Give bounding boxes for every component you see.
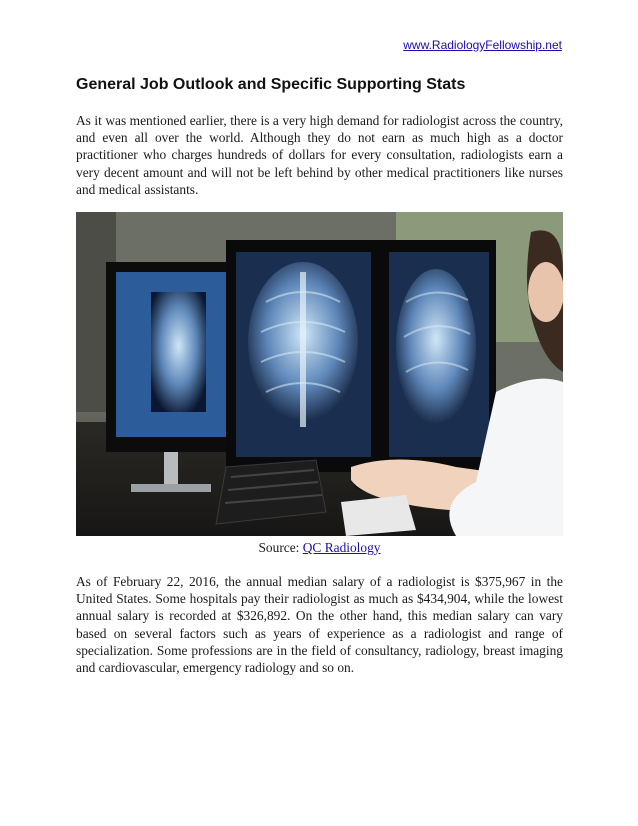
center-monitor (226, 240, 381, 472)
article-heading: General Job Outlook and Specific Supporting Stats (76, 76, 466, 93)
intro-paragraph: As it was mentioned earlier, there is a very high demand for radiologist across the country, and even all over the world. Although they do not earn as much high as a doctor practitioner who charges hundreds of dollars for every consultation, radiologists earn a very decent amount and will not be left behind by other medical practitioners like nurses and medical assistants. (76, 113, 563, 197)
right-monitor (381, 240, 496, 472)
salary-paragraph: As of February 22, 2016, the annual median salary of a radiologist is $375,967 in the United States. Some hospitals pay their radiologist as much as $434,904, while the lowest annual salary is recorded at $326,892. On the other hand, this median salary can vary based on several factors such as years of experience as a radiologist and range of specialization. Some professions are in the field of consultancy, radiology, breast imaging and cardiovascular, emergency radiology and so on. (76, 574, 563, 676)
radiologist-workstation-photo (76, 212, 563, 536)
caption-source-link[interactable]: QC Radiology (302, 540, 381, 555)
image-caption (76, 540, 563, 556)
site-link[interactable]: www.RadiologyFellowship.net (403, 38, 562, 52)
caption-prefix: Source: (258, 540, 303, 555)
